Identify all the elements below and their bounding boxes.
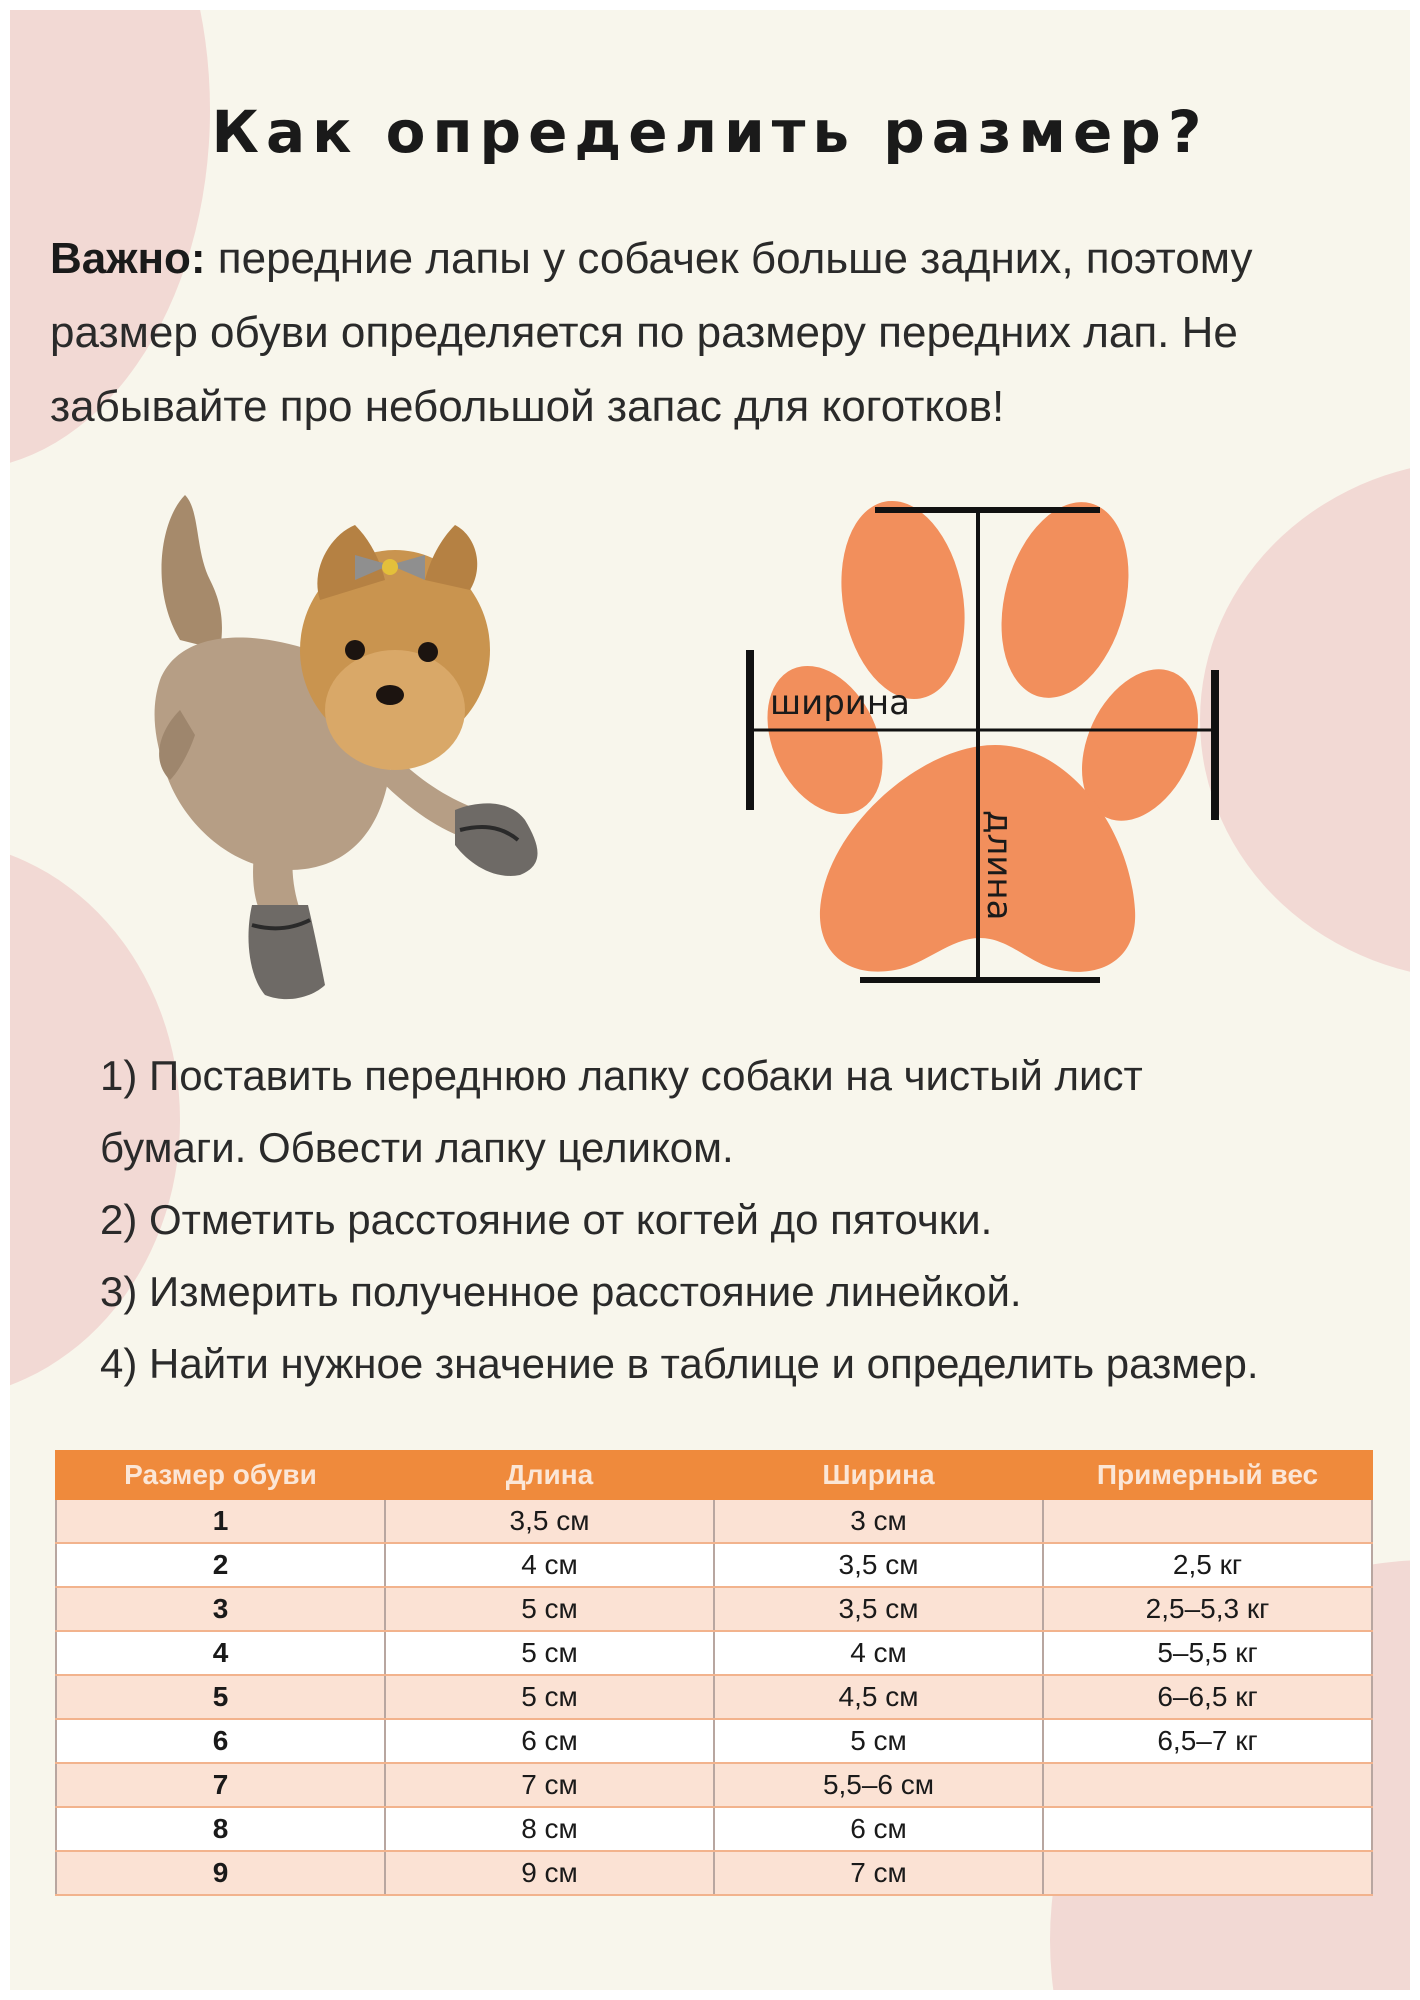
width-cell: 3,5 см: [714, 1587, 1043, 1631]
length-cell: 5 см: [385, 1631, 714, 1675]
table-row: [56, 1631, 1372, 1675]
weight-cell: 2,5–5,3 кг: [1043, 1587, 1372, 1631]
width-cell: 5,5–6 см: [714, 1763, 1043, 1807]
table-row: [56, 1719, 1372, 1763]
instruction-item: 2) Отметить расстояние от когтей до пяточки.: [100, 1196, 993, 1243]
size-cell: 1: [56, 1499, 385, 1543]
size-cell: 7: [56, 1763, 385, 1807]
table-row: [56, 1807, 1372, 1851]
length-cell: 3,5 см: [385, 1499, 714, 1543]
intro-line: Важно: передние лапы у собачек больше задних, поэтому: [50, 234, 1253, 283]
dog-photo: [140, 480, 660, 1020]
intro-line: забывайте про небольшой запас для коготков!: [50, 382, 1005, 431]
size-cell: 8: [56, 1807, 385, 1851]
column-header: Примерный вес: [1043, 1451, 1372, 1499]
instruction-item: бумаги. Обвести лапку целиком.: [100, 1124, 734, 1171]
weight-cell: 6–6,5 кг: [1043, 1675, 1372, 1719]
width-cell: 6 см: [714, 1807, 1043, 1851]
weight-cell: [1043, 1851, 1372, 1895]
table-row: [56, 1763, 1372, 1807]
length-cell: 6 см: [385, 1719, 714, 1763]
size-cell: 6: [56, 1719, 385, 1763]
size-cell: 2: [56, 1543, 385, 1587]
important-label: Важно:: [50, 234, 206, 283]
weight-cell: [1043, 1807, 1372, 1851]
size-cell: 4: [56, 1631, 385, 1675]
intro-line: размер обуви определяется по размеру передних лап. Не: [50, 308, 1238, 357]
instruction-item: 3) Измерить полученное расстояние линейкой.: [100, 1268, 1022, 1315]
length-cell: 8 см: [385, 1807, 714, 1851]
page-title: Как определить размер?: [211, 98, 1209, 166]
decor-circle: [1200, 460, 1410, 980]
width-cell: 7 см: [714, 1851, 1043, 1895]
size-cell: 9: [56, 1851, 385, 1895]
weight-cell: [1043, 1499, 1372, 1543]
table-row: [56, 1587, 1372, 1631]
instruction-item: 4) Найти нужное значение в таблице и определить размер.: [100, 1340, 1259, 1387]
weight-cell: 5–5,5 кг: [1043, 1631, 1372, 1675]
column-header: Длина: [385, 1451, 714, 1499]
size-cell: 3: [56, 1587, 385, 1631]
intro-paragraph: [50, 222, 1380, 444]
length-label: длина: [979, 810, 1019, 921]
column-header: Ширина: [714, 1451, 1043, 1499]
width-label: ширина: [770, 683, 910, 723]
column-header: Размер обуви: [56, 1451, 385, 1499]
instruction-list: [100, 1040, 1350, 1400]
weight-cell: 2,5 кг: [1043, 1543, 1372, 1587]
weight-cell: [1043, 1763, 1372, 1807]
width-cell: 5 см: [714, 1719, 1043, 1763]
table-row: [56, 1851, 1372, 1895]
table-header-row: [56, 1451, 1372, 1499]
page: [10, 10, 1410, 1990]
length-cell: 7 см: [385, 1763, 714, 1807]
table-row: [56, 1543, 1372, 1587]
length-cell: 5 см: [385, 1587, 714, 1631]
length-cell: 9 см: [385, 1851, 714, 1895]
size-table: [55, 1450, 1373, 1896]
size-cell: 5: [56, 1675, 385, 1719]
length-cell: 4 см: [385, 1543, 714, 1587]
width-cell: 4 см: [714, 1631, 1043, 1675]
table-row: [56, 1499, 1372, 1543]
table-row: [56, 1675, 1372, 1719]
length-cell: 5 см: [385, 1675, 714, 1719]
width-cell: 4,5 см: [714, 1675, 1043, 1719]
instruction-item: 1) Поставить переднюю лапку собаки на чистый лист: [100, 1052, 1143, 1099]
weight-cell: 6,5–7 кг: [1043, 1719, 1372, 1763]
paw-diagram: [730, 500, 1230, 1000]
width-cell: 3 см: [714, 1499, 1043, 1543]
width-cell: 3,5 см: [714, 1543, 1043, 1587]
